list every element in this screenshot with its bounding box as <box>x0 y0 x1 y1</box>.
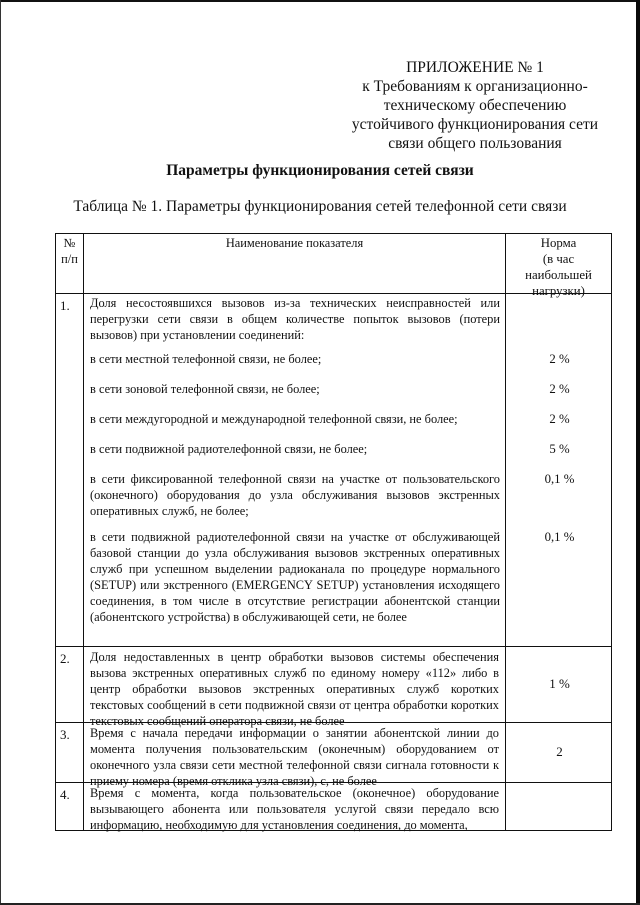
table-header-row <box>55 233 612 298</box>
row-norm <box>505 647 612 722</box>
table-row <box>55 647 612 728</box>
row-name: Доля недоставленных в центр обработки вызовов системы обеспечения вызова экстренных оперативных служб по единому номеру «112» либо в центр обработки вызовов экстренных оперативных служб коротких текстовых сообщений в сети подвижной связи от центра обработки коротких текстовых сообщений оператора связи, не более <box>83 647 505 722</box>
header-norm <box>505 233 612 298</box>
row-item-norm: 5 % <box>549 442 570 456</box>
table-row <box>55 294 612 647</box>
row-item-text: в сети фиксированной телефонной связи на участке от пользовательского (оконечного) оборудования до узла обслуживания вызовов экстренных оперативных служб, не более; <box>90 472 500 518</box>
row-item-norm: 2 % <box>549 382 570 396</box>
header-norm-line: нагрузки) <box>532 284 585 298</box>
scan-edge-left <box>0 0 1 905</box>
header-norm-line: Норма <box>540 236 577 250</box>
row-item-text: в сети подвижной радиотелефонной связи, не более; <box>90 442 368 456</box>
row-item-text: в сети зоновой телефонной связи, не более; <box>90 382 320 396</box>
row-number: 1. <box>55 294 83 646</box>
row-name <box>83 294 505 646</box>
row-item-norm: 2 % <box>549 412 570 426</box>
row-number: 2. <box>55 647 83 722</box>
row-item-norm: 0,1 % <box>544 472 575 486</box>
table-row <box>55 723 612 788</box>
row-norm-value: 1 % <box>549 676 570 691</box>
row-norm <box>505 294 612 646</box>
row-item-text: в сети местной телефонной связи, не более; <box>90 352 322 366</box>
row-item-text: в сети междугородной и международной телефонной связи, не более; <box>90 412 458 426</box>
document-title: Параметры функционирования сетей связи <box>166 162 474 179</box>
row-norm-value: 2 <box>556 744 563 759</box>
table-caption: Таблица № 1. Параметры функционирования сетей телефонной сети связи <box>73 198 567 215</box>
appendix-line: техническому обеспечению <box>383 97 567 114</box>
row-norm <box>505 783 612 830</box>
row-number: 4. <box>55 783 83 830</box>
header-number <box>55 233 83 293</box>
header-norm-line: наибольшей <box>525 268 592 282</box>
scan-edge-top <box>0 0 640 2</box>
row-item-text: в сети подвижной радиотелефонной связи на участке от обслуживающей базовой станции до узла обслуживания вызовов экстренных оперативных служб при успешном выделении радиоканала по процедуре нормального (SETUP) или экстренного (EMERGENCY SETUP) установления исходящего соединения, в том числе в отсутствие регистрации абонентской станции (абонентского устройства) в обслуживающей сети, не более <box>90 530 500 624</box>
appendix-line: к Требованиям к организационно- <box>362 78 588 95</box>
row-item-norm: 2 % <box>549 352 570 366</box>
appendix-block <box>345 58 605 153</box>
scan-edge-right <box>636 0 640 905</box>
header-number-label: п/п <box>61 252 78 266</box>
appendix-line: устойчивого функционирования сети <box>351 116 599 133</box>
header-norm-line: (в час <box>542 252 575 266</box>
row-name: Время с момента, когда пользовательское (оконечное) оборудование вызывающего абонента или пользователя услугой связи передало всю информацию, необходимую для установления соединения, до момента, <box>83 783 505 830</box>
appendix-heading: ПРИЛОЖЕНИЕ № 1 <box>406 59 544 76</box>
table-row <box>55 783 612 831</box>
header-number-symbol: № <box>63 236 76 250</box>
row-item-norm: 0,1 % <box>544 530 575 544</box>
row-intro: Доля несостоявшихся вызовов из-за технических неисправностей или перегрузки сети связи в общем количестве попыток вызовов (потери вызовов) при установлении соединений: <box>90 296 500 342</box>
row-number: 3. <box>55 723 83 782</box>
header-name: Наименование показателя <box>83 233 505 293</box>
row-name: Время с начала передачи информации о занятии абонентской линии до момента получения пользовательским (оконечным) оборудованием от оконечного узла связи сети местной телефонной связи сигнала готовности к приему номера (время отклика узла связи), с, не более <box>83 723 505 782</box>
row-norm <box>505 723 612 782</box>
appendix-line: связи общего пользования <box>388 135 562 152</box>
